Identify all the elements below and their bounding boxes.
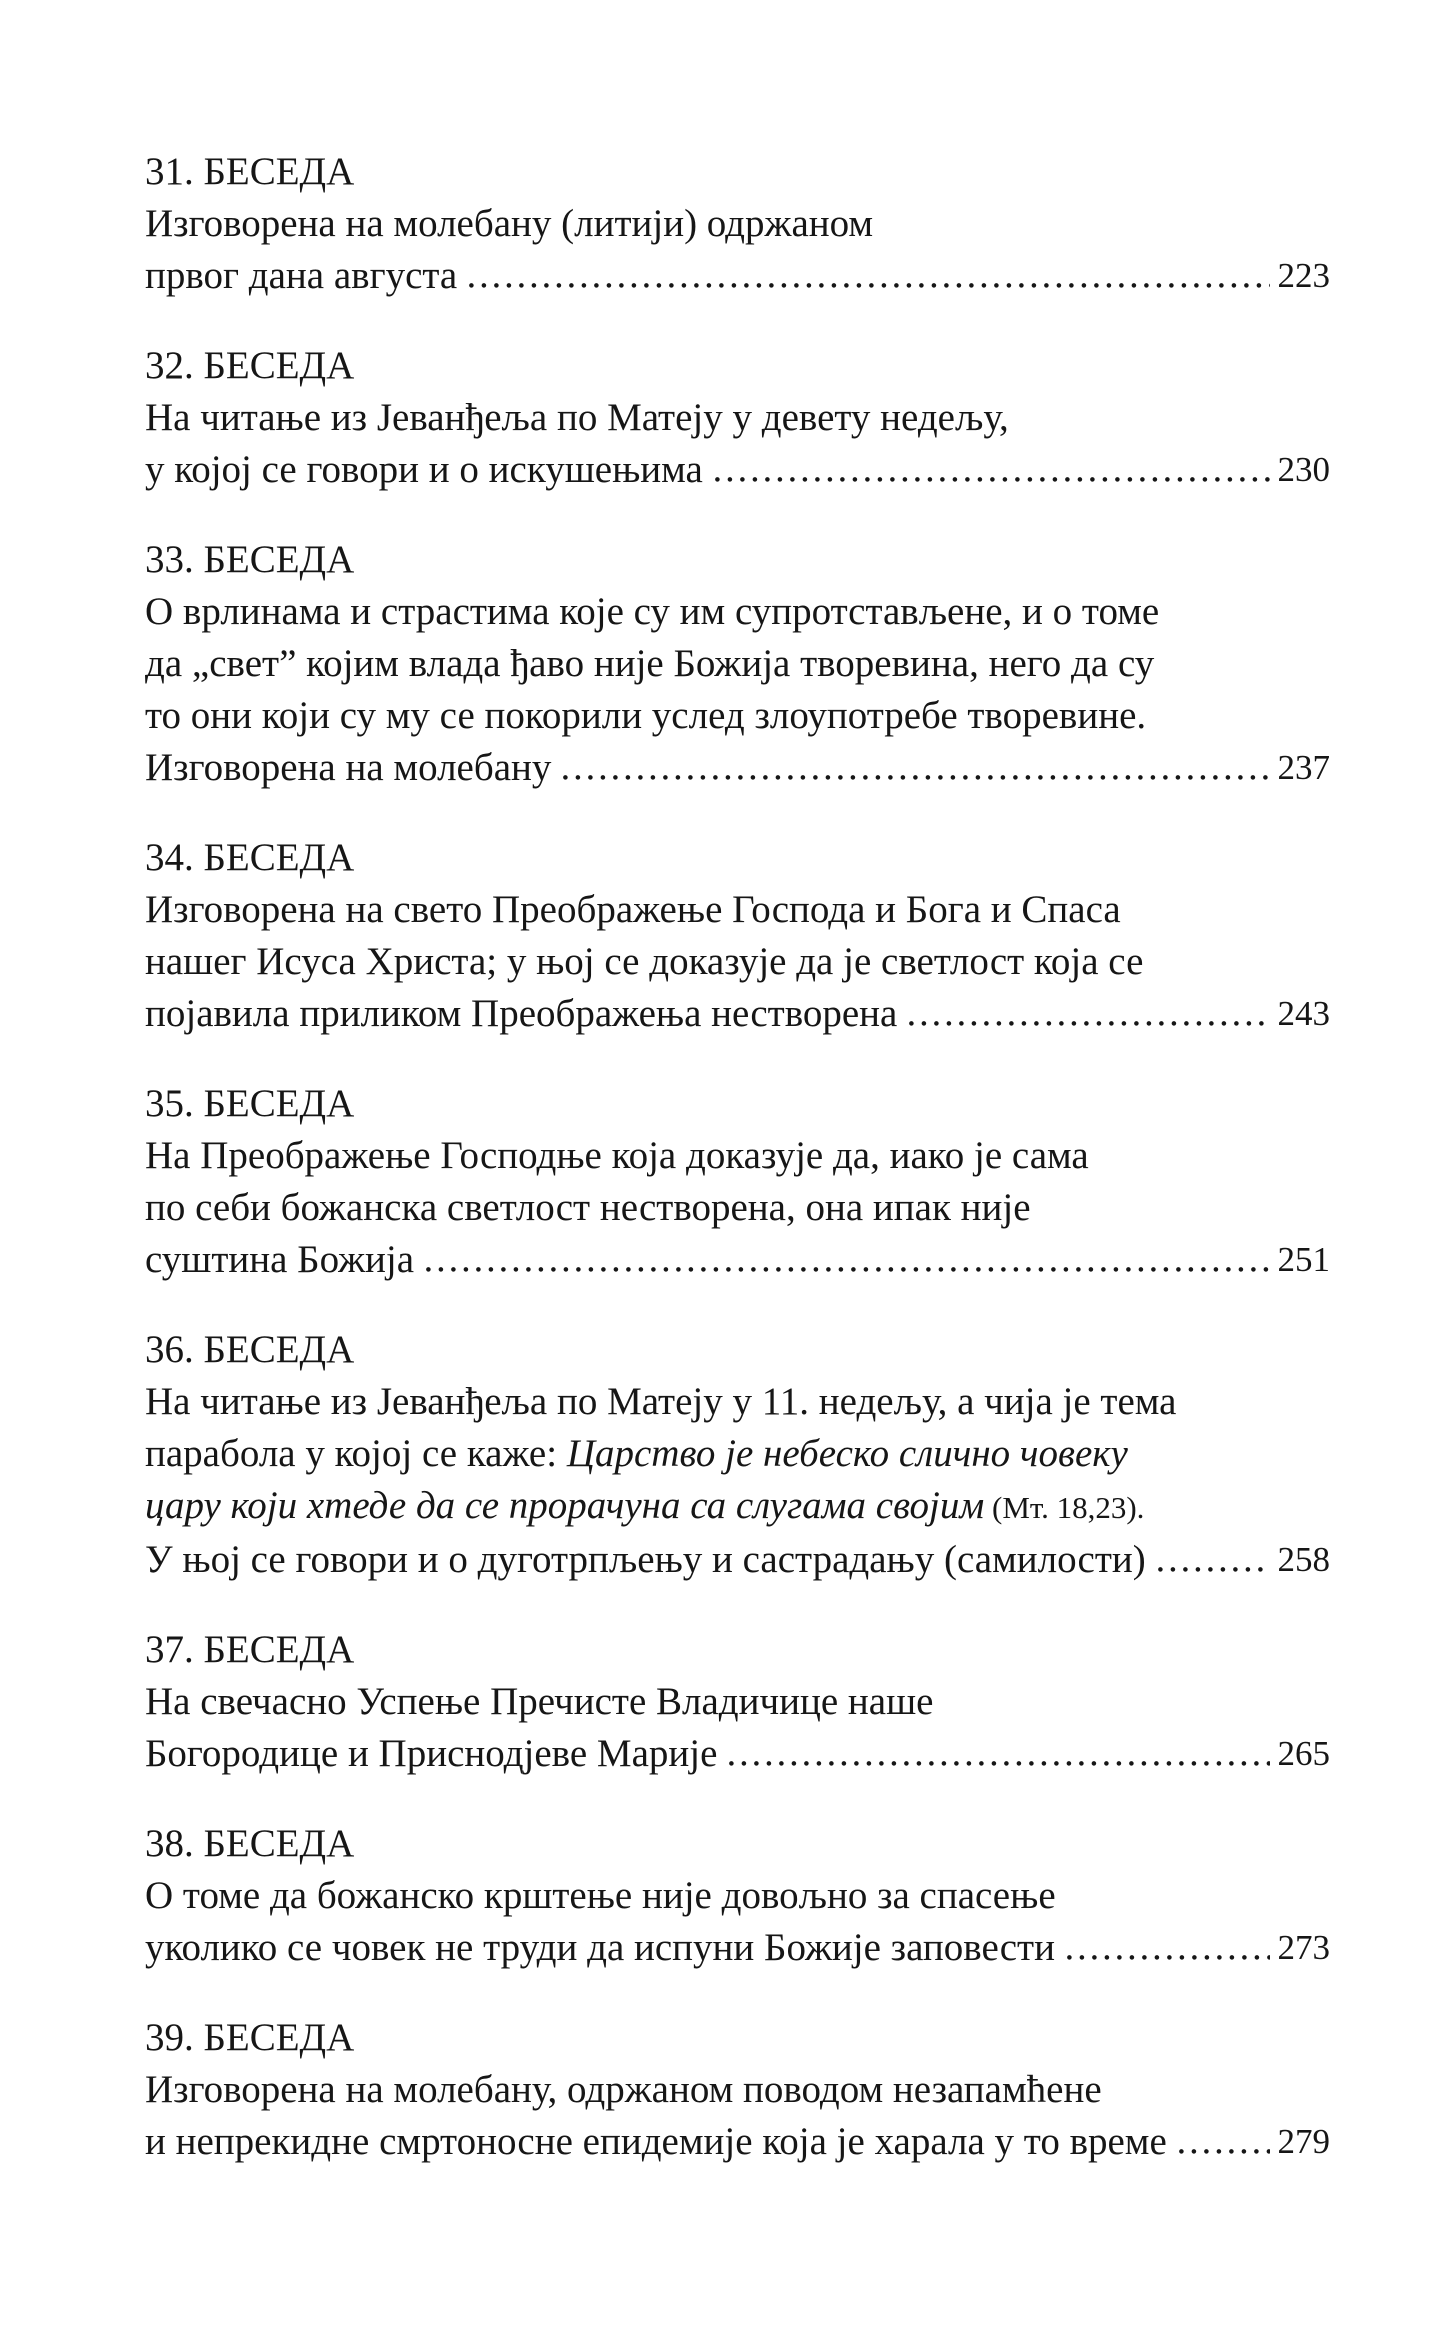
toc-line-text: На читање из Јеванђеља по Матеју у девету недељу, [145, 396, 1009, 439]
toc-line-text: да „свет” којим влада ђаво није Божија творевина, него да су [145, 642, 1155, 685]
toc-line [145, 1870, 1330, 1922]
toc-entry [145, 534, 1330, 794]
toc-entry-heading: 38. БЕСЕДА [145, 1822, 355, 1865]
toc-entry [145, 832, 1330, 1040]
toc-line-text: Изговорена на свето Преображење Господа и Бога и Спаса [145, 888, 1121, 931]
toc-line-text: Изговорена на молебану [145, 746, 552, 789]
toc-page-number: 223 [1277, 256, 1330, 295]
toc-line-text: О врлинама и страстима које су им супротстављене, и о томе [145, 590, 1160, 633]
toc-line-text: У њој се говори и о дуготрпљењу и састрадању (самилости) [145, 1538, 1146, 1581]
dot-leader [715, 477, 1270, 482]
toc-line [145, 1480, 1330, 1534]
toc-line-text: то они који су му се покорили услед злоупотребе творевине. [145, 694, 1147, 737]
toc-entry [145, 146, 1330, 302]
toc-entry-heading: 34. БЕСЕДА [145, 836, 355, 879]
toc-page-number: 237 [1277, 748, 1330, 787]
toc-line-text: На свечасно Успење Пречисте Владичице наше [145, 1680, 934, 1723]
toc-line [145, 884, 1330, 936]
toc-entry-heading: 31. БЕСЕДА [145, 150, 355, 193]
toc-entry [145, 1624, 1330, 1780]
dot-leader [469, 283, 1269, 288]
dot-leader [426, 1267, 1269, 1272]
toc-entry [145, 1818, 1330, 1974]
toc-line-text: Изговорена на молебану, одржаном поводом незапамћене [145, 2068, 1102, 2111]
toc-page-number: 258 [1277, 1540, 1330, 1579]
toc-line-text: О томе да божанско крштење није довољно за спасење [145, 1874, 1056, 1917]
toc-page-number: 279 [1277, 2122, 1330, 2161]
toc-entry-heading: 37. БЕСЕДА [145, 1628, 355, 1671]
toc-line [145, 392, 1330, 444]
toc-line [145, 2064, 1330, 2116]
toc-entry-heading: 33. БЕСЕДА [145, 538, 355, 581]
toc-line-text: нашег Исуса Христа; у њој се доказује да је светлост која се [145, 940, 1144, 983]
toc-page-number: 265 [1277, 1734, 1330, 1773]
toc-line-last [145, 1728, 1330, 1780]
toc-line-last [145, 1922, 1330, 1974]
toc-line-last [145, 742, 1330, 794]
toc-line-last [145, 2116, 1330, 2168]
dot-leader [729, 1761, 1269, 1766]
toc-page-number: 243 [1277, 994, 1330, 1033]
toc-line-last [145, 1234, 1330, 1286]
toc-line-text: првог дана августа [145, 254, 458, 297]
toc-line [145, 936, 1330, 988]
toc-line-text: Изговорена на молебану (литији) одржаном [145, 202, 874, 245]
toc-line-text: суштина Божија [145, 1238, 415, 1281]
toc-line [145, 1676, 1330, 1728]
toc-entry [145, 1324, 1330, 1586]
toc-line [145, 586, 1330, 638]
toc-page-number: 251 [1277, 1240, 1330, 1279]
toc-line [145, 690, 1330, 742]
toc-entry-heading: 32. БЕСЕДА [145, 344, 355, 387]
toc-line-text: На Преображење Господње која доказује да, иако је сама [145, 1134, 1089, 1177]
toc-line-text: и непрекидне смртоносне епидемије која је харала у то време [145, 2120, 1167, 2163]
toc-line-text-italic: цару који хтеде да се прорачуна са слугама својим [145, 1484, 985, 1527]
toc-line [145, 1130, 1330, 1182]
toc-line-text: у којој се говори и о искушењима [145, 448, 703, 491]
toc-line-text: уколико се човек не труди да испуни Божије заповести [145, 1926, 1055, 1969]
dot-leader [1158, 1567, 1270, 1572]
toc-line-last [145, 988, 1330, 1040]
toc-line-last [145, 1534, 1330, 1586]
toc-entry-heading: 36. БЕСЕДА [145, 1328, 355, 1371]
toc-line-text: појавила приликом Преображења нестворена [145, 992, 898, 1035]
dot-leader [563, 775, 1269, 780]
toc-page-number: 273 [1277, 1928, 1330, 1967]
dot-leader [909, 1021, 1269, 1026]
toc-line [145, 1428, 1330, 1480]
toc-entry-heading: 35. БЕСЕДА [145, 1082, 355, 1125]
dot-leader [1067, 1955, 1270, 1960]
toc-line-last [145, 444, 1330, 496]
toc-entry [145, 340, 1330, 496]
toc-entry [145, 2012, 1330, 2168]
toc-line [145, 1376, 1330, 1428]
toc-line [145, 198, 1330, 250]
toc-line-text: по себи божанска светлост нестворена, она ипак није [145, 1186, 1031, 1229]
toc-line-text: На читање из Јеванђеља по Матеју у 11. недељу, а чија је тема [145, 1380, 1177, 1423]
toc-line [145, 638, 1330, 690]
toc-line-text: Богородице и Приснодјеве Марије [145, 1732, 718, 1775]
toc-entry [145, 1078, 1330, 1286]
toc-line-last [145, 250, 1330, 302]
dot-leader [1179, 2149, 1270, 2154]
toc-line [145, 1182, 1330, 1234]
toc-page-number: 230 [1277, 450, 1330, 489]
toc-line-text: парабола у којој се каже: [145, 1432, 567, 1475]
scripture-reference: (Мт. 18,23). [984, 1490, 1145, 1525]
toc-line-text-italic: Царство је небеско слично човеку [566, 1432, 1128, 1475]
toc-entry-heading: 39. БЕСЕДА [145, 2016, 355, 2059]
